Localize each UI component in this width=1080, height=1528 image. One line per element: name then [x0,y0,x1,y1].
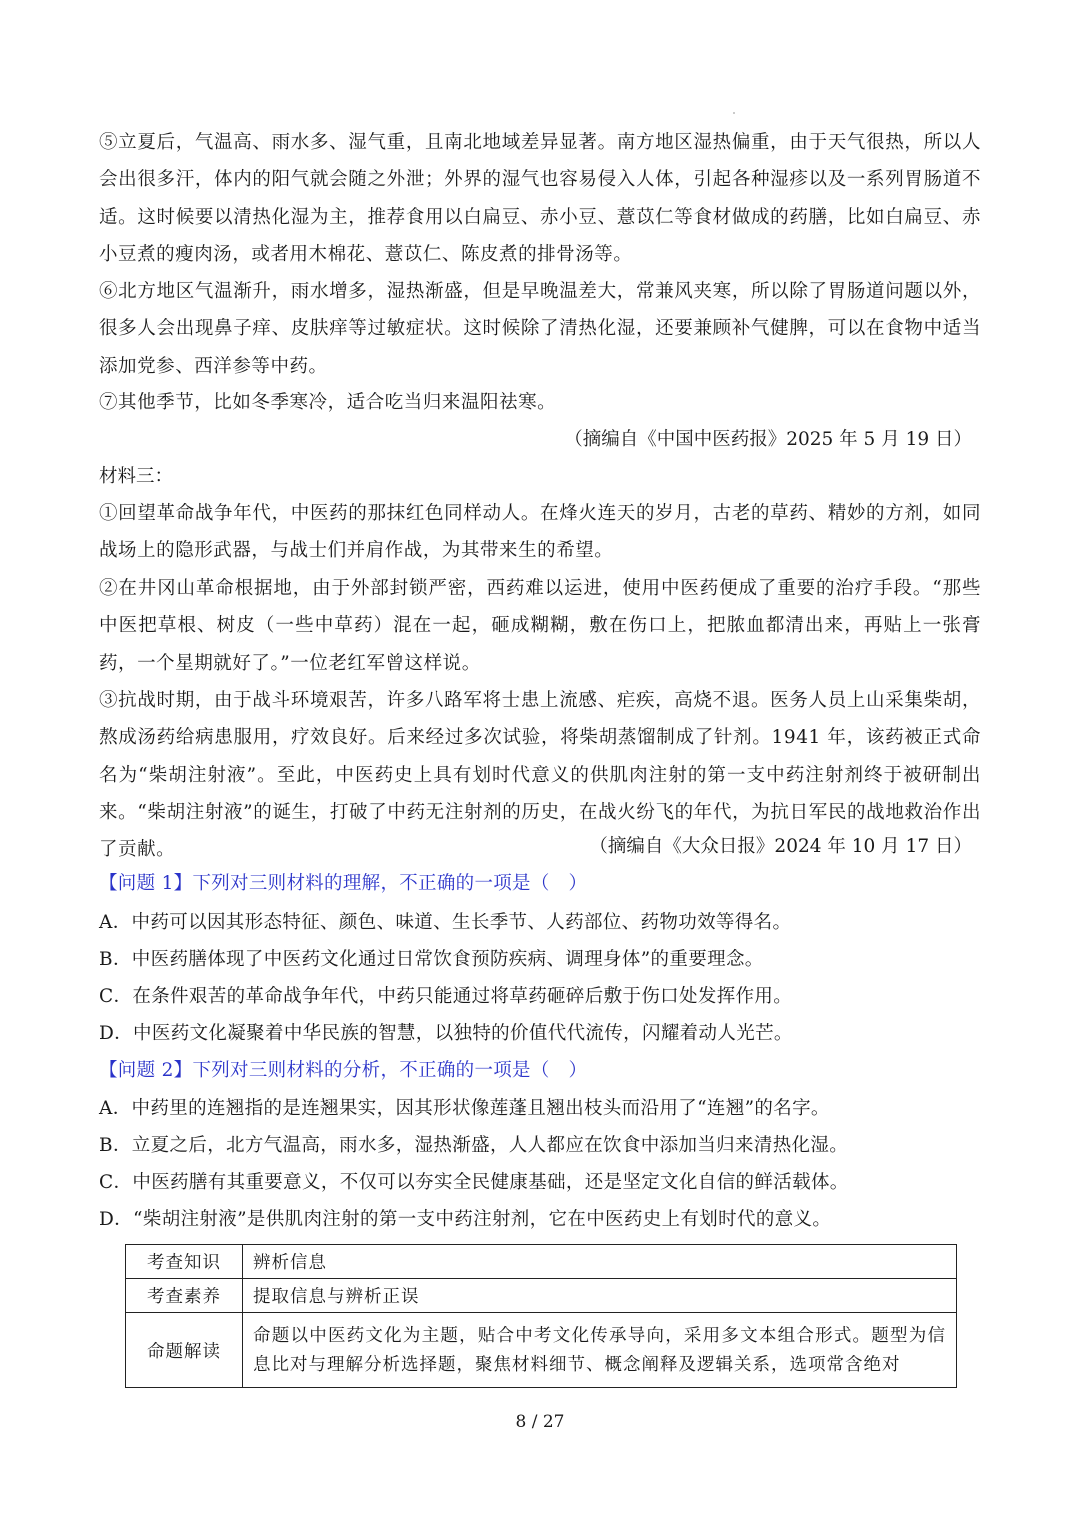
table-key-cell: 考查知识 [126,1245,243,1279]
question-1-option-c: C．在条件艰苦的革命战争年代，中药只能通过将草药砸碎后敷于伤口处发挥作用。 [99,986,793,1007]
question-2-stem [99,1052,587,1089]
table-key-cell: 考查素养 [126,1279,243,1313]
material2-paragraph-5: ⑤立夏后，气温高、雨水多、湿气重，且南北地域差异显著。南方地区湿热偏重，由于天气很热，所以人会出很多汗，体内的阳气就会随之外泄；外界的湿气也容易侵入人体，引起各种湿疹以及一系列胃肠道不适。这时候要以清热化湿为主，推荐食用以白扁豆、赤小豆、薏苡仁等食材做成的药膳，比如白扁豆、赤小豆煮的瘦肉汤，或者用木棉花、薏苡仁、陈皮煮的排骨汤等。 [99,132,981,265]
table-row [126,1313,957,1388]
table-value-cell: 命题以中医药文化为主题，贴合中考文化传承导向，采用多文本组合形式。题型为信息比对与理解分析选择题，聚焦材料细节、概念阐释及逻辑关系，选项常含绝对 [243,1313,957,1388]
question-2-option-a: A．中药里的连翘指的是连翘果实，因其形状像莲蓬且翘出枝头而沿用了“连翘”的名字。 [99,1098,830,1119]
question-2-option-b: B．立夏之后，北方气温高，雨水多，湿热渐盛，人人都应在饮食中添加当归来清热化湿。 [99,1135,849,1156]
table-value-cell: 提取信息与辨析正误 [243,1279,957,1313]
table-row [126,1245,957,1279]
table-value-cell: 辨析信息 [243,1245,957,1279]
material3-paragraph-3: ③抗战时期，由于战斗环境艰苦，许多八路军将士患上流感、疟疾，高烧不退。医务人员上山采集柴胡，熬成汤药给病患服用，疗效良好。后来经过多次试验，将柴胡蒸馏制成了针剂。1941 年，该药被正式命名为“柴胡注射液”。至此，中医药史上具有划时代意义的供肌肉注射的第一支中药注射剂终于被研制出来。“柴胡注射液”的诞生，打破了中药无注射剂的历史，在战火纷飞的年代，为抗日军民的战地救治作出了贡献。 [99,690,981,861]
page-number: 8 / 27 [515,1412,565,1432]
material2-paragraph-7: ⑦其他季节，比如冬季寒冷，适合吃当归来温阳祛寒。 [99,392,557,413]
material3-label: 材料三： [99,466,174,487]
material3-paragraph-2: ②在井冈山革命根据地，由于外部封锁严密，西药难以运进，使用中医药便成了重要的治疗手段。“那些中医把草根、树皮（一些中草药）混在一起，砸成糊糊，敷在伤口上，把脓血都清出来，再贴上一张膏药，一个星期就好了。”一位老红军曾这样说。 [99,578,981,674]
scan-speck [733,112,735,114]
material2-paragraph-6: ⑥北方地区气温渐升，雨水增多，湿热渐盛，但是早晚温差大，常兼风夹寒，所以除了胃肠道问题以外，很多人会出现鼻子痒、皮肤痒等过敏症状。这时候除了清热化湿，还要兼顾补气健脾，可以在食物中适当添加党参、西洋参等中药。 [99,281,981,377]
question-1-text: 下列对三则材料的理解，不正确的一项是（ ） [192,873,588,894]
question-1-option-a: A．中药可以因其形态特征、颜色、味道、生长季节、人药部位、药物功效等得名。 [99,912,792,933]
question-2-text: 下列对三则材料的分析，不正确的一项是（ ） [192,1060,588,1081]
question-2-tag: 【问题 2】 [99,1060,193,1081]
question-1-tag: 【问题 1】 [99,873,193,894]
material3-paragraph-1: ①回望革命战争年代，中医药的那抹红色同样动人。在烽火连天的岁月，古老的草药、精妙的方剂，如同战场上的隐形武器，与战士们并肩作战，为其带来生的希望。 [99,503,981,562]
table-key-cell: 命题解读 [126,1313,243,1388]
material2-source: （摘编自《中国中医药报》2025 年 5 月 19 日） [564,429,972,450]
question-2-option-d: D．“柴胡注射液”是供肌肉注射的第一支中药注射剂，它在中医药史上有划时代的意义。 [99,1209,832,1230]
question-1-stem [99,865,587,902]
question-2-option-c: C．中医药膳有其重要意义，不仅可以夯实全民健康基础，还是坚定文化自信的鲜活载体。 [99,1172,849,1193]
material3-source: （摘编自《大众日报》2024 年 10 月 17 日） [589,836,972,857]
question-1-option-d: D．中医药文化凝聚着中华民族的智慧，以独特的价值代代流传，闪耀着动人光芒。 [99,1023,793,1044]
question-1-option-b: B．中医药膳体现了中医药文化通过日常饮食预防疾病、调理身体”的重要理念。 [99,949,764,970]
analysis-table [125,1244,957,1388]
table-row [126,1279,957,1313]
